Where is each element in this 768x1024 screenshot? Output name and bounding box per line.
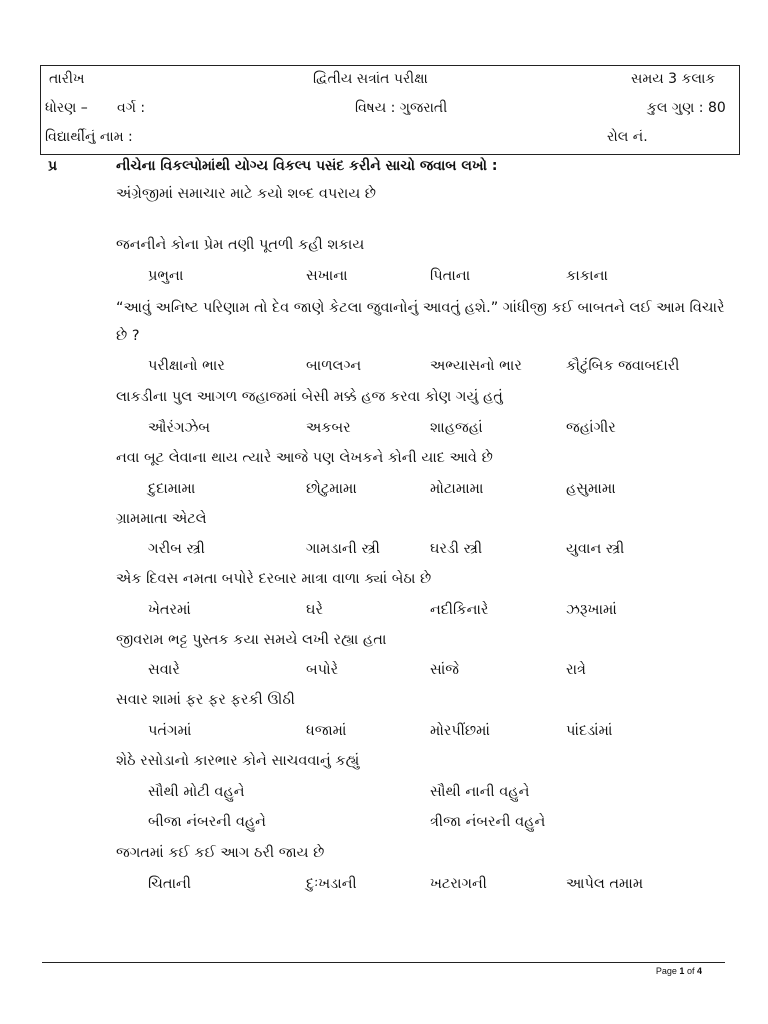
- question-7-option-a: ખેતરમાં: [148, 602, 191, 618]
- question-4-option-a: ઔરંગઝેબ: [148, 420, 211, 436]
- page-number: [656, 966, 702, 976]
- question-7: એક દિવસ નમતા બપોરે દરબાર માત્રા વાળા ક્યાં બેઠા છે: [116, 571, 432, 587]
- section-instruction: નીચેના વિકલ્પોમાંથી યોગ્ય વિકલ્પ પસંદ કરીને સાચો જવાબ લખો :: [116, 158, 498, 174]
- question-4: લાકડીના પુલ આગળ જહાજમાં બેસી મક્કે હજ કરવા કોણ ગયું હતું: [116, 389, 503, 405]
- question-9-option-c: મોરપીંછમાં: [430, 723, 490, 739]
- question-11-option-b: દુઃખડાની: [306, 876, 357, 892]
- question-8-option-a: સવારે: [148, 662, 180, 678]
- question-11: જગતમાં કઈ કઈ આગ ઠરી જાય છે: [116, 845, 325, 861]
- question-5-option-a: દુદામામા: [148, 481, 196, 497]
- question-4-option-c: શાહજહાં: [430, 420, 483, 436]
- question-6: ગ્રામમાતા એટલે: [116, 511, 207, 527]
- question-3: “આવું અનિષ્ટ પરિણામ તો દેવ જાણે કેટલા જુવાનોનું આવતું હશે.” ગાંધીજી કઈ બાબતને લઈ આમ વિચારે છે ?: [116, 300, 725, 344]
- question-10-option-b: સૌથી નાની વહુને: [430, 784, 530, 800]
- question-8-option-d: રાત્રે: [566, 662, 586, 678]
- question-9-option-d: પાંદડાંમાં: [566, 723, 613, 739]
- question-10-option-d: ત્રીજા નંબરની વહુને: [430, 814, 546, 830]
- roll-number-label: રોલ નં.: [607, 129, 648, 145]
- time-label: સમય 3 કલાક: [631, 71, 716, 87]
- page-word: Page: [655, 966, 677, 976]
- question-8: જીવરામ ભટ્ટ પુસ્તક કયા સમયે લખી રહ્યા હતા: [116, 632, 387, 648]
- question-5-option-b: છોટુમામા: [306, 481, 357, 497]
- date-label: તારીખ: [49, 71, 85, 87]
- page-total: 4: [696, 966, 702, 976]
- question-6-option-d: યુવાન સ્ત્રી: [566, 541, 625, 557]
- question-6-option-a: ગરીબ સ્ત્રી: [148, 541, 205, 557]
- marks-label: કુલ ગુણ : 80: [647, 100, 726, 116]
- question-2-option-c: પિતાના: [430, 268, 471, 284]
- question-11-option-d: આપેલ તમામ: [566, 876, 644, 892]
- exam-header-box: [40, 65, 740, 155]
- question-11-option-a: ચિતાની: [148, 876, 191, 892]
- student-name-label: વિદ્યાર્થીનું નામ :: [45, 129, 133, 145]
- question-8-option-c: સાંજે: [430, 662, 460, 678]
- question-8-option-b: બપોરે: [306, 662, 339, 678]
- question-5-option-c: મોટામામા: [430, 481, 484, 497]
- question-7-option-c: નદીકિનારે: [430, 602, 489, 618]
- question-3-option-d: કૌટુંબિક જવાબદારી: [566, 358, 680, 374]
- exam-title: દ્વિતીય સત્રાંત પરીક્ષા: [313, 71, 428, 87]
- question-11-option-c: ખટરાગની: [430, 876, 487, 892]
- of-word: of: [686, 966, 695, 976]
- question-4-option-b: અકબર: [306, 420, 351, 436]
- question-2: જનનીને કોના પ્રેમ તણી પૂતળી કહી શકાય: [116, 237, 365, 253]
- page-current: 1: [679, 966, 685, 976]
- question-6-option-b: ગામડાની સ્ત્રી: [306, 541, 380, 557]
- class-label: વર્ગ :: [117, 100, 146, 116]
- header-row-3: [41, 124, 739, 153]
- footer-divider: [42, 962, 725, 963]
- question-3-option-a: પરીક્ષાનો ભાર: [148, 358, 225, 374]
- question-9: સવાર શામાં ફર ફર ફરકી ઊઠી: [116, 692, 295, 708]
- question-2-option-a: પ્રભુના: [148, 268, 184, 284]
- question-3-option-b: બાળલગ્ન: [306, 358, 362, 374]
- question-10-option-c: બીજા નંબરની વહુને: [148, 814, 266, 830]
- question-1: અંગ્રેજીમાં સમાચાર માટે કયો શબ્દ વપરાય છે: [116, 186, 377, 202]
- question-2-option-d: કાકાના: [566, 268, 608, 284]
- header-row-2: [41, 95, 739, 124]
- question-3-option-c: અભ્યાસનો ભાર: [430, 358, 522, 374]
- question-5: નવા બૂટ લેવાના થાય ત્યારે આજે પણ લેખકને કોની યાદ આવે છે: [116, 450, 493, 466]
- question-6-option-c: ઘરડી સ્ત્રી: [430, 541, 483, 557]
- subject-label: વિષય : ગુજરાતી: [355, 100, 448, 116]
- section-number: પ્ર: [48, 158, 58, 174]
- question-9-option-b: ધજામાં: [306, 723, 347, 739]
- question-10-option-a: સૌથી મોટી વહુને: [148, 784, 245, 800]
- question-5-option-d: હસુમામા: [566, 481, 616, 497]
- standard-label: ધોરણ –: [45, 100, 88, 116]
- question-10: શેઠે રસોડાનો કારભાર કોને સાચવવાનું કહ્યું: [116, 753, 360, 769]
- question-4-option-d: જહાંગીર: [566, 420, 616, 436]
- question-7-option-b: ઘરે: [306, 602, 323, 618]
- header-row-1: [41, 66, 739, 95]
- question-2-option-b: સખાના: [306, 268, 348, 284]
- question-7-option-d: ઝરૂખામાં: [566, 602, 617, 618]
- question-9-option-a: પતંગમાં: [148, 723, 192, 739]
